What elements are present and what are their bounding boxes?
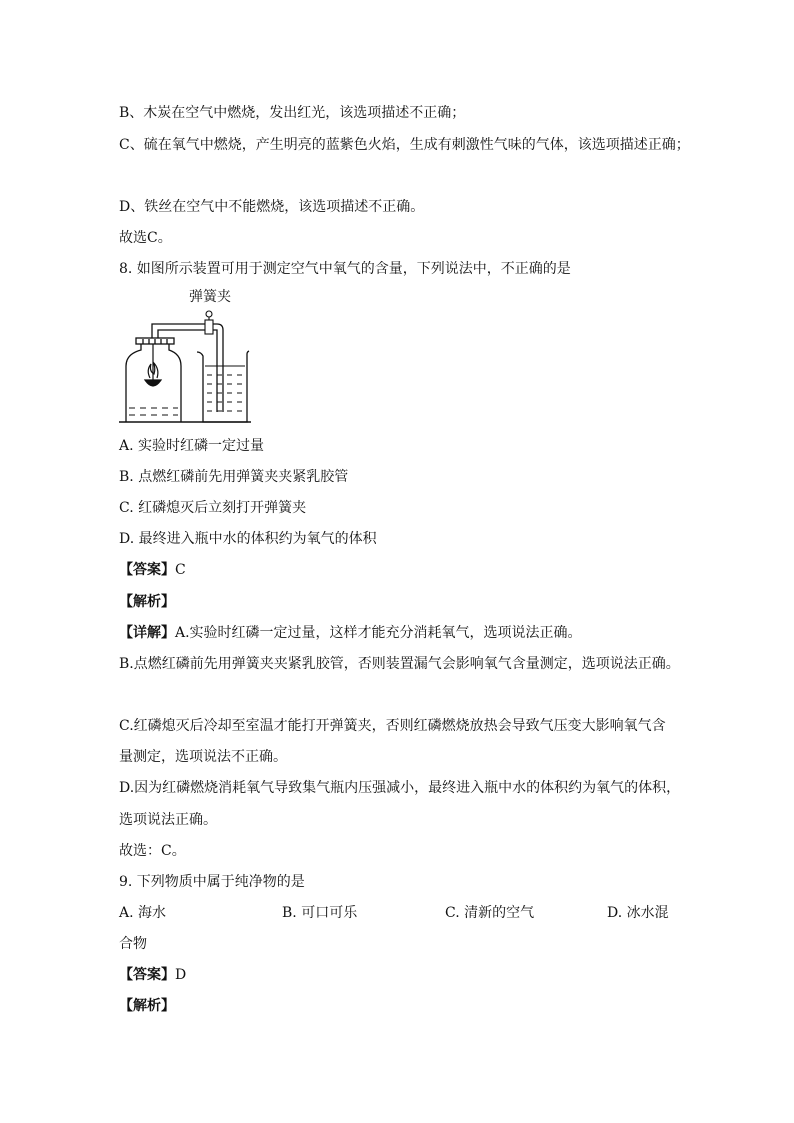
q8-analysis-tag: 【解析】 [119,594,175,610]
q9-option-c: C. 清新的空气 [445,905,535,921]
q8-detail-c-line2: 量测定，选项说法不正确。 [119,749,287,765]
detail-tag: 【详解】 [119,625,175,641]
q8-detail-b: B.点燃红磷前先用弹簧夹夹紧乳胶管，否则装置漏气会影响氧气含量测定，选项说法正确。 [119,656,680,672]
q8-conclusion: 故选：C。 [119,843,186,859]
q9-option-b: B. 可口可乐 [282,905,358,921]
apparatus-diagram [119,288,251,424]
combustion-spoon [145,344,161,386]
q8-option-c: C. 红磷熄灭后立刻打开弹簧夹 [119,500,307,516]
spring-clamp-icon [205,311,213,334]
prev-answer-c: C、硫在氧气中燃烧，产生明亮的蓝紫色火焰，生成有刺激性气味的气体，该选项描述正确； [119,137,690,153]
q8-stem: 8. 如图所示装置可用于测定空气中氧气的含量，下列说法中，不正确的是 [119,261,571,277]
answer-value: D [175,967,187,983]
q9-option-a: A. 海水 [119,905,167,921]
q8-detail-a: 【详解】A.实验时红磷一定过量，这样才能充分消耗氧气，选项说法正确。 [119,625,582,641]
q8-option-b: B. 点燃红磷前先用弹簧夹夹紧乳胶管 [119,469,349,485]
q9-answer [119,965,186,985]
bottle-water [129,408,178,415]
q9-analysis-tag: 【解析】 [119,998,175,1014]
prev-answer-b: B、木炭在空气中燃烧，发出红光，该选项描述不正确； [119,105,466,121]
q8-option-d: D. 最终进入瓶中水的体积约为氧气的体积 [119,531,377,547]
beaker-water [205,366,245,411]
prev-conclusion: 故选C。 [119,230,172,246]
answer-tag: 【答案】 [119,967,175,983]
q9-option-d-line2: 合物 [119,936,147,952]
q8-detail-d-line2: 选项说法正确。 [119,812,217,828]
q9-stem: 9. 下列物质中属于纯净物的是 [119,874,305,890]
q8-detail-d-line1: D.因为红磷燃烧消耗氧气导致集气瓶内压强减小，最终进入瓶中水的体积约为氧气的体积， [119,780,681,796]
q8-option-a: A. 实验时红磷一定过量 [119,438,265,454]
glass-tube [152,324,223,412]
answer-value: C [175,562,186,578]
answer-tag: 【答案】 [119,562,175,578]
q8-detail-c-line1: C.红磷熄灭后冷却至室温才能打开弹簧夹，否则红磷燃烧放热会导致气压变大影响氧气含 [119,718,666,734]
prev-answer-d: D、铁丝在空气中不能燃烧，该选项描述不正确。 [119,199,425,215]
apparatus-figure [119,288,251,424]
q9-option-d-line1: D. 冰水混 [607,905,669,921]
spring-clamp-label: 弹簧夹 [189,289,231,305]
q8-answer [119,560,186,580]
